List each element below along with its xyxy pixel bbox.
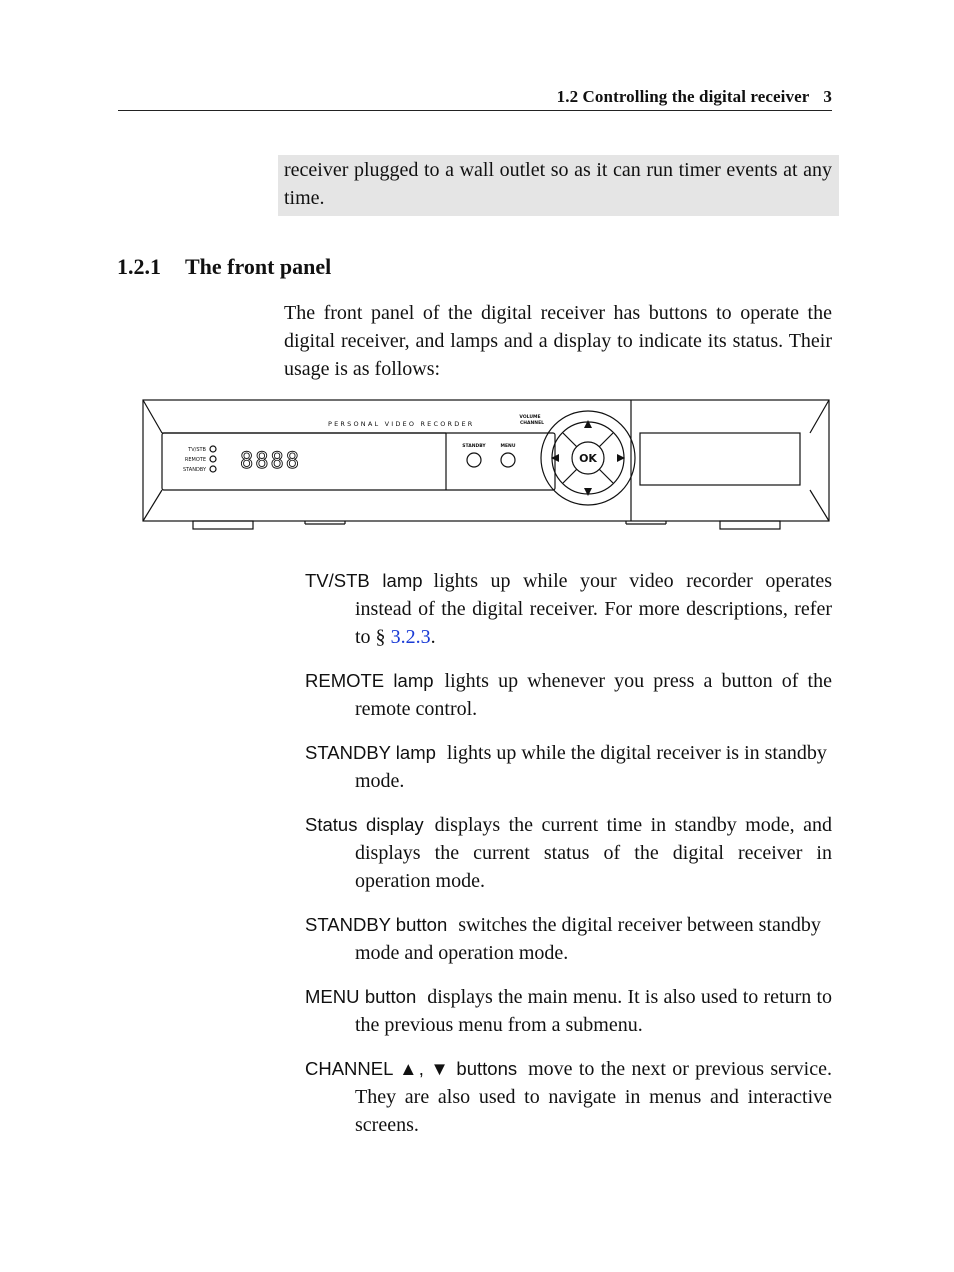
page-number: 3	[823, 87, 832, 106]
standby-lamp-label: STANDBY	[182, 467, 206, 473]
header-section-title: 1.2 Controlling the digital receiver	[556, 87, 810, 106]
definition-text: lights up whenever you press a button of the remote control.	[355, 670, 832, 720]
definition-term: STANDBY lamp	[305, 742, 436, 763]
status-display-digits: 8888	[240, 449, 301, 474]
menu-button-label: MENU	[500, 444, 516, 449]
section-title: The front panel	[185, 254, 332, 279]
definition-text: lights up while your video recorder operates instead of the digital receiver. For more descriptions, refer to §	[355, 570, 832, 648]
definition-term: MENU button	[305, 986, 417, 1007]
brand-label: PERSONAL VIDEO RECORDER	[328, 420, 475, 428]
remote-lamp	[210, 456, 216, 462]
down-arrow-icon	[584, 488, 592, 496]
section-number: 1.2.1	[117, 254, 161, 279]
up-arrow-icon	[584, 420, 592, 428]
front-panel-figure	[140, 398, 832, 532]
section-reference-link[interactable]: 3.2.3	[390, 626, 431, 648]
definition-term: TV/STB lamp	[305, 570, 423, 591]
front-flap	[640, 433, 800, 485]
tvstb-label: TV/STB	[188, 447, 206, 453]
standby-button	[467, 453, 481, 467]
note-box	[278, 155, 839, 216]
definition-term: REMOTE lamp	[305, 670, 434, 691]
status-display	[240, 449, 301, 474]
definition-item	[305, 911, 832, 967]
definition-term: STANDBY button	[305, 914, 448, 935]
running-header	[118, 87, 832, 107]
definition-text: lights up while the digital receiver is in standby mode.	[355, 742, 827, 792]
definition-text: displays the main menu. It is also used to return to the previous menu from a submenu.	[355, 986, 832, 1036]
definition-item	[305, 811, 832, 895]
front-panel-drawing	[140, 398, 832, 532]
definition-item	[305, 739, 832, 795]
tvstb-lamp	[210, 446, 216, 452]
note-text: receiver plugged to a wall outlet so as it can run timer events at any time.	[284, 159, 832, 209]
definition-item	[305, 983, 832, 1039]
definition-list	[305, 567, 832, 1155]
header-rule	[118, 110, 832, 111]
definition-item	[305, 667, 832, 723]
left-foot	[193, 521, 253, 529]
remote-label: REMOTE	[184, 457, 206, 463]
standby-button-label: STANDBY	[462, 444, 486, 449]
definition-item	[305, 567, 832, 651]
definition-term: CHANNEL ▲, ▼ buttons	[305, 1058, 518, 1079]
channel-label: CHANNEL	[519, 421, 545, 426]
definition-term: Status display	[305, 814, 424, 835]
definition-item	[305, 1055, 832, 1139]
intro-paragraph: The front panel of the digital receiver has buttons to operate the digital receiver, and lamps and a display to indicate its status. Their usage is as follows:	[284, 302, 832, 380]
volume-label: VOLUME	[519, 415, 541, 420]
definition-text-end: .	[430, 626, 436, 648]
ok-label: OK	[579, 452, 597, 465]
standby-lamp	[210, 466, 216, 472]
definition-text: move to the next or previous service. They are also used to navigate in menus and interactive screens.	[355, 1058, 832, 1136]
menu-button	[501, 453, 515, 467]
definition-text: displays the current time in standby mode, and displays the current status of the digital receiver in operation mode.	[355, 814, 832, 892]
display-window	[162, 433, 555, 490]
definition-text: switches the digital receiver between standby mode and operation mode.	[355, 914, 821, 964]
right-foot	[720, 521, 780, 529]
